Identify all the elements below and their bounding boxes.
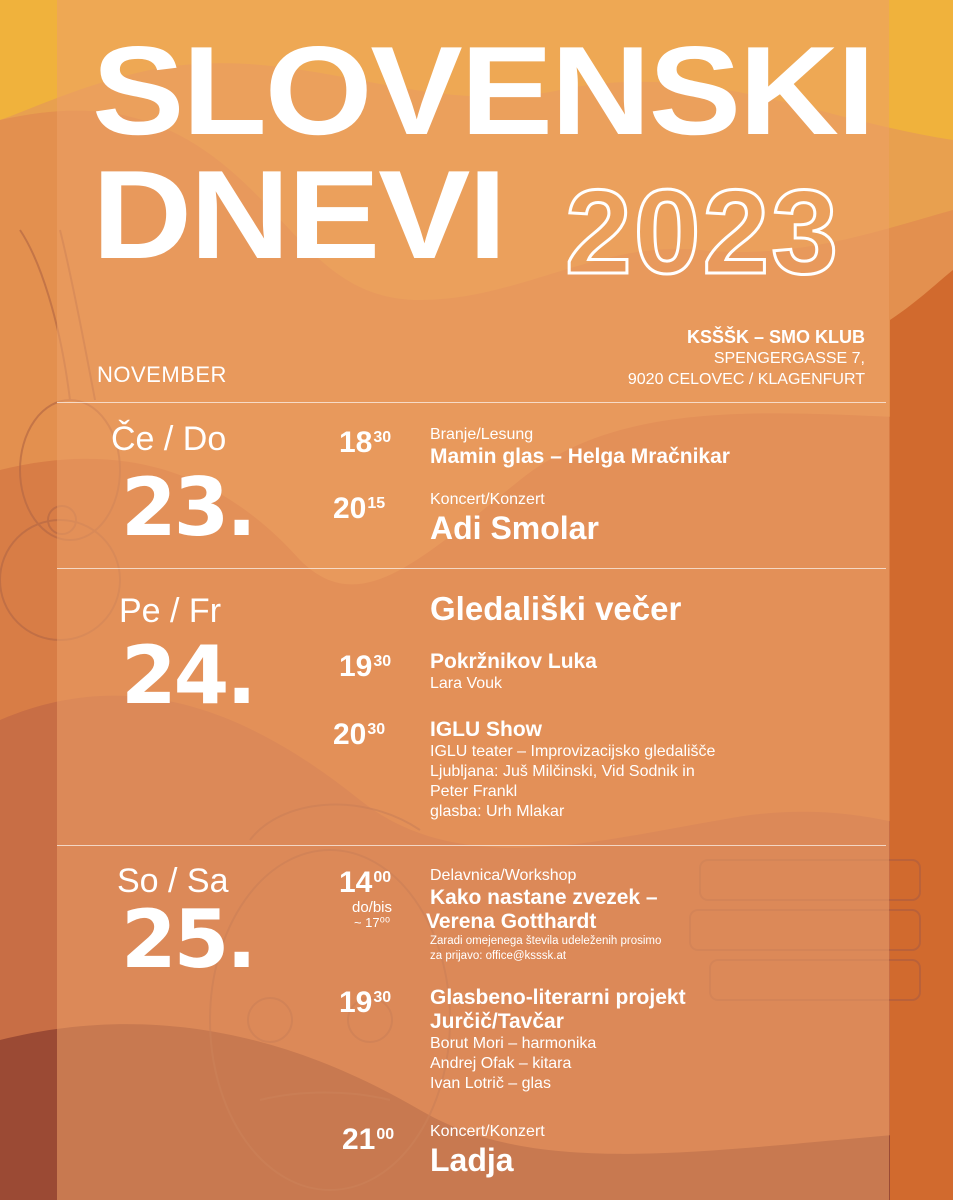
event-title-line1: Glasbeno-literarni projekt	[430, 986, 686, 1009]
event-category: Koncert/Konzert	[430, 1123, 545, 1140]
event-category: Koncert/Konzert	[430, 491, 545, 508]
event-desc: Peter Frankl	[430, 783, 518, 800]
event-time: $18^{30}$	[339, 426, 392, 459]
day-name-23: Če / Do	[111, 420, 227, 458]
event-desc: Ljubljana: Juš Milčinski, Vid Sodnik in	[430, 763, 695, 780]
year-outline: 2023	[565, 165, 840, 299]
section-title: Gledališki večer	[430, 590, 682, 627]
event-ladja	[430, 1122, 545, 1178]
event-time: $14^{00}$	[339, 866, 392, 899]
event-kako-nastane-zvezek	[426, 866, 662, 964]
day-number-24: 24.	[121, 629, 254, 722]
event-iglu-show	[430, 718, 715, 822]
event-jurcic-tavcar	[430, 986, 686, 1094]
divider-day-23	[57, 402, 886, 403]
divider-day-24	[57, 568, 886, 569]
event-category: Branje/Lesung	[430, 426, 534, 443]
time-until-value: ~ 17⁰⁰	[353, 915, 391, 930]
day-name-24: Pe / Fr	[119, 592, 222, 630]
event-adi-smolar	[430, 490, 599, 546]
venue-address-line1: SPENGERGASSE 7,	[713, 350, 865, 367]
venue-name: KSŠŠK – SMO KLUB	[686, 327, 865, 347]
event-time: $19^{30}$	[339, 650, 392, 683]
event-title: Mamin glas – Helga Mračnikar	[430, 445, 730, 468]
day-name-25: So / Sa	[117, 862, 229, 900]
event-time-range	[337, 900, 407, 930]
event-time: $19^{30}$	[339, 986, 392, 1019]
event-time: $20^{15}$	[333, 492, 386, 525]
divider-day-25	[57, 845, 886, 846]
event-pokrznikov-luka	[430, 650, 597, 694]
title-line-1: SLOVENSKI	[92, 20, 874, 161]
title-line-2: DNEVI	[92, 144, 505, 285]
event-desc: Borut Mori – harmonika	[430, 1035, 597, 1052]
event-desc: Lara Vouk	[430, 675, 503, 692]
event-title-line2: Jurčič/Tavčar	[430, 1010, 564, 1033]
event-desc: Ivan Lotrič – glas	[430, 1075, 551, 1092]
event-category: Delavnica/Workshop	[430, 867, 577, 884]
day-number-25: 25.	[121, 893, 254, 986]
venue-block	[628, 327, 865, 390]
event-title: Adi Smolar	[430, 510, 599, 546]
month-label: NOVEMBER	[97, 362, 227, 387]
event-desc: IGLU teater – Improvizacijsko gledališče	[430, 743, 716, 760]
event-time: $20^{30}$	[333, 718, 386, 751]
event-note: za prijavo: office@ksssk.at	[430, 950, 567, 962]
event-title: Ladja	[430, 1142, 514, 1178]
event-desc: Andrej Ofak – kitara	[430, 1055, 572, 1072]
event-title-line2: Verena Gotthardt	[426, 910, 597, 933]
day-number-23: 23.	[121, 461, 254, 554]
time-until-label: do/bis	[351, 899, 393, 916]
event-title: IGLU Show	[430, 718, 542, 741]
event-time: $21^{00}$	[342, 1123, 395, 1156]
venue-address-line2: 9020 CELOVEC / KLAGENFURT	[627, 371, 865, 388]
event-desc: glasba: Urh Mlakar	[430, 803, 565, 820]
event-title-line1: Kako nastane zvezek –	[430, 886, 658, 909]
event-title: Pokržnikov Luka	[430, 650, 597, 673]
event-mamin-glas	[430, 425, 730, 469]
event-note: Zaradi omejenega števila udeleženih prosimo	[430, 935, 662, 947]
